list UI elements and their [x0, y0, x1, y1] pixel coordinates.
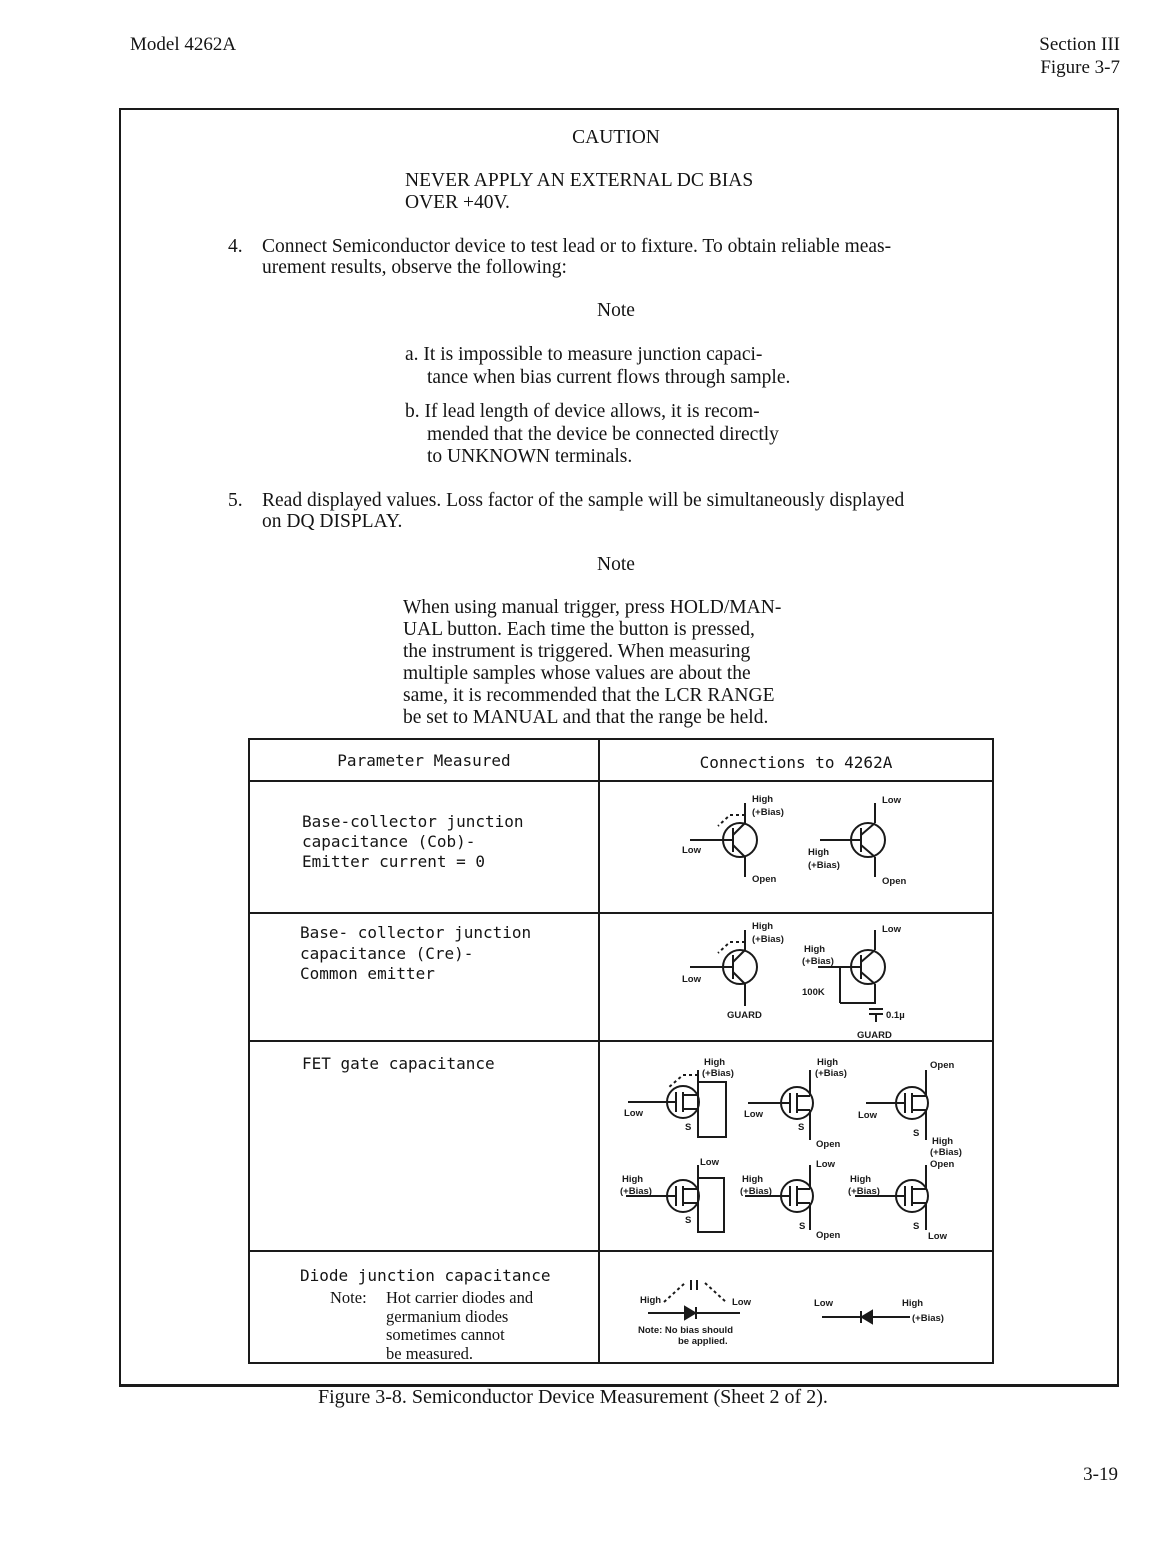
- note1-a2: tance when bias current flows through sample.: [427, 367, 791, 388]
- col-header-connections: Connections to 4262A: [699, 753, 893, 772]
- label-s: S: [799, 1221, 806, 1232]
- bjt-symbol-icon: [818, 930, 885, 1022]
- label-low: Low: [732, 1297, 751, 1308]
- label-low: Low: [814, 1298, 833, 1309]
- note1-b1: b. If lead length of device allows, it is recom-: [405, 401, 760, 422]
- label-bias: (+Bias): [808, 860, 840, 871]
- label-high: High: [622, 1174, 644, 1185]
- label-bias: (+Bias): [752, 934, 784, 945]
- label-low: Low: [816, 1159, 835, 1170]
- step5-line1: Read displayed values. Loss factor of the sample will be simultaneously displayed: [262, 490, 905, 511]
- label-open: Open: [882, 876, 907, 887]
- label-s: S: [913, 1221, 920, 1232]
- label-low: Low: [682, 974, 701, 985]
- model-header: Model 4262A: [130, 34, 237, 55]
- row2-line: Base- collector junction: [300, 923, 532, 942]
- note1-title: Note: [597, 300, 635, 321]
- label-bias: (+Bias): [912, 1313, 944, 1324]
- note2-line: multiple samples whose values are about the: [403, 663, 751, 684]
- label-bias: (+Bias): [815, 1068, 847, 1079]
- caution-line1: NEVER APPLY AN EXTERNAL DC BIAS: [405, 170, 754, 191]
- caution-line2: OVER +40V.: [405, 192, 510, 213]
- label-high: High: [752, 921, 774, 932]
- label-s: S: [913, 1128, 920, 1139]
- label-open: Open: [816, 1139, 841, 1150]
- label-high: High: [742, 1174, 764, 1185]
- row2-line: capacitance (Cre)-: [300, 944, 474, 963]
- label-100k: 100K: [802, 987, 825, 998]
- figure-caption: Figure 3-8. Semiconductor Device Measurement (Sheet 2 of 2).: [318, 1386, 828, 1408]
- row1-line: Emitter current = 0: [302, 852, 486, 871]
- step5-line2: on DQ DISPLAY.: [262, 511, 403, 532]
- label-diode-note: Note: No bias should: [638, 1325, 733, 1336]
- label-high: High: [808, 847, 830, 858]
- label-high: High: [752, 794, 774, 805]
- label-guard: GUARD: [857, 1030, 892, 1041]
- label-bias: (+Bias): [740, 1186, 772, 1197]
- label-s: S: [685, 1215, 692, 1226]
- label-bias: (+Bias): [702, 1068, 734, 1079]
- label-high: High: [817, 1057, 839, 1068]
- label-high: High: [704, 1057, 726, 1068]
- step4-line1: Connect Semiconductor device to test lead or to fixture. To obtain reliable meas-: [262, 236, 892, 257]
- note2-line: be set to MANUAL and that the range be held.: [403, 707, 769, 728]
- note2-line: When using manual trigger, press HOLD/MAN-: [403, 597, 782, 618]
- label-low: Low: [744, 1109, 763, 1120]
- label-s: S: [685, 1122, 692, 1133]
- label-low: Low: [700, 1157, 719, 1168]
- step4-line2: urement results, observe the following:: [262, 257, 567, 278]
- diode-symbol-icon: [822, 1311, 910, 1323]
- section-header: Section III: [1039, 34, 1120, 55]
- note1-b2: mended that the device be connected directly: [427, 424, 779, 445]
- note2-line: UAL button. Each time the button is pressed,: [403, 619, 755, 640]
- label-high: High: [640, 1295, 662, 1306]
- label-open: Open: [752, 874, 777, 885]
- diode-symbol-icon: [648, 1280, 740, 1319]
- row1-line: Base-collector junction: [302, 812, 524, 831]
- note2-line: the instrument is triggered. When measuring: [403, 641, 751, 662]
- col-header-parameter: Parameter Measured: [337, 751, 511, 770]
- note1-a1: a. It is impossible to measure junction capaci-: [405, 344, 763, 365]
- row1-line: capacitance (Cob)-: [302, 832, 476, 851]
- figure-ref: Figure 3-7: [1040, 57, 1120, 78]
- label-low: Low: [928, 1231, 947, 1242]
- caution-title: CAUTION: [572, 127, 660, 148]
- label-high: High: [804, 944, 826, 955]
- row4-note-line: Hot carrier diodes and: [386, 1288, 534, 1307]
- label-high: High: [850, 1174, 872, 1185]
- label-bias: (+Bias): [752, 807, 784, 818]
- label-low: Low: [624, 1108, 643, 1119]
- label-guard: GUARD: [727, 1010, 762, 1021]
- row4-note-line: germanium diodes: [386, 1307, 509, 1326]
- step4-number: 4.: [228, 236, 243, 257]
- row2-line: Common emitter: [300, 964, 435, 983]
- bjt-symbol-icon: [690, 803, 757, 877]
- label-low: Low: [682, 845, 701, 856]
- note2-line: same, it is recommended that the LCR RANGE: [403, 685, 775, 706]
- page-number: 3-19: [1083, 1464, 1118, 1485]
- label-low: Low: [858, 1110, 877, 1121]
- note2-title: Note: [597, 554, 635, 575]
- row4-note-line: be measured.: [386, 1344, 474, 1363]
- fet-symbol-icon: [628, 1070, 726, 1137]
- row3-line: FET gate capacitance: [302, 1054, 495, 1073]
- label-open: Open: [930, 1159, 955, 1170]
- label-high: High: [902, 1298, 924, 1309]
- label-bias: (+Bias): [848, 1186, 880, 1197]
- row4-note-label: Note:: [330, 1288, 367, 1307]
- note1-b3: to UNKNOWN terminals.: [427, 446, 633, 467]
- label-open: Open: [930, 1060, 955, 1071]
- label-open: Open: [816, 1230, 841, 1241]
- label-cap: 0.1µ: [886, 1010, 905, 1021]
- bjt-symbol-icon: [690, 930, 757, 1006]
- label-low: Low: [882, 924, 901, 935]
- label-bias: (+Bias): [802, 956, 834, 967]
- label-low: Low: [882, 795, 901, 806]
- label-diode-note: be applied.: [678, 1336, 728, 1347]
- label-bias: (+Bias): [930, 1147, 962, 1158]
- label-high: High: [932, 1136, 954, 1147]
- row4-note-line: sometimes cannot: [386, 1325, 505, 1344]
- label-bias: (+Bias): [620, 1186, 652, 1197]
- row4-line: Diode junction capacitance: [300, 1266, 551, 1285]
- step5-number: 5.: [228, 490, 243, 511]
- label-s: S: [798, 1122, 805, 1133]
